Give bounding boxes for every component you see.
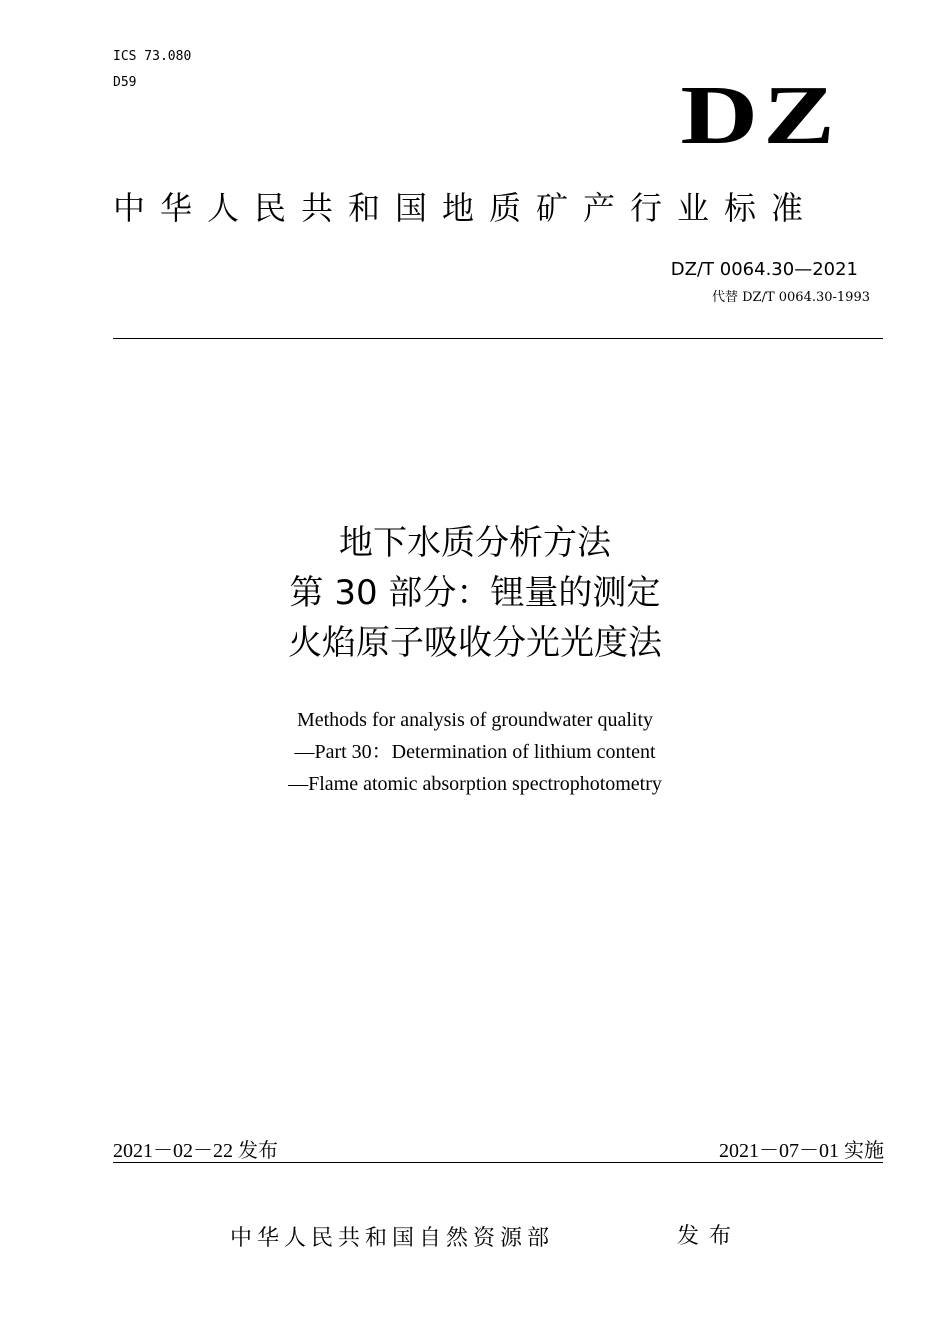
publish-date: 2021－02－22 发布 (113, 1140, 278, 1162)
chinese-document-title (0, 518, 950, 668)
ics-code: ICS 73.080 (113, 49, 192, 64)
standard-number: DZ/T 0064.30—2021 (670, 259, 858, 280)
implementation-date: 2021－07－01 实施 (719, 1140, 884, 1162)
top-divider (113, 338, 883, 339)
dz-logo: DZ (680, 69, 840, 162)
issuing-authority: 中华人民共和国自然资源部 (230, 1226, 555, 1251)
issue-label: 发布 (677, 1224, 742, 1249)
english-title-line: —Flame atomic absorption spectrophotometry (288, 773, 662, 795)
english-title-line: —Part 30：Determination of lithium content (294, 741, 656, 763)
english-document-title (0, 704, 950, 800)
replaces-standard: 代替 DZ/T 0064.30-1993 (711, 290, 870, 305)
standard-category-title: 中华人民共和国地质矿产行业标准 (113, 189, 819, 227)
chinese-title-line: 地下水质分析方法 (339, 523, 611, 563)
english-title-line: Methods for analysis of groundwater quality (296, 709, 654, 731)
chinese-title-line: 第 30 部分：锂量的测定 (289, 573, 661, 613)
bottom-divider (113, 1162, 883, 1163)
chinese-title-line: 火焰原子吸收分光光度法 (288, 623, 662, 663)
classification-code: D59 (113, 75, 137, 90)
